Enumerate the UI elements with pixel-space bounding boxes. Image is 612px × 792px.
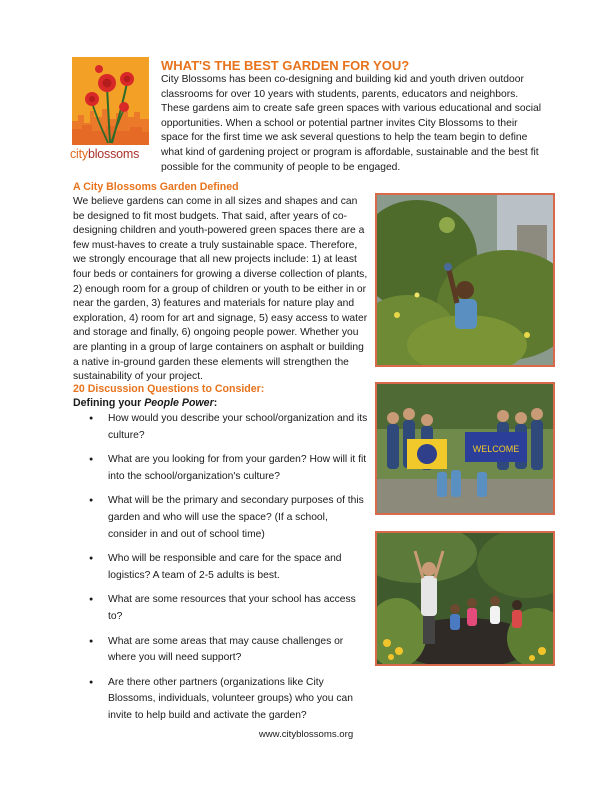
discussion-questions-heading: 20 Discussion Questions to Consider: bbox=[73, 383, 265, 395]
list-item: ● What are some resources that your school has access to? bbox=[73, 592, 369, 625]
list-item: ● How would you describe your school/organization and its culture? bbox=[73, 411, 369, 444]
banner-text: WELCOME bbox=[472, 444, 520, 454]
garden-photo-3 bbox=[375, 531, 555, 666]
logo-wordmark: cityblossoms bbox=[70, 147, 140, 161]
garden-photo-2 bbox=[375, 382, 555, 515]
list-item: ● Are there other partners (organizations like City Blossoms, individuals, volunteer groups) who you can invite to help build and activate the garden? bbox=[73, 675, 369, 725]
garden-defined-heading: A City Blossoms Garden Defined bbox=[73, 181, 239, 193]
list-item: ● What are some areas that may cause challenges or where you will need support? bbox=[73, 634, 369, 667]
garden-photo-1 bbox=[375, 193, 555, 367]
list-item: ● What are you looking for from your garden? How will it fit into the school/organization's culture? bbox=[73, 452, 369, 485]
garden-defined-paragraph: We believe gardens can come in all sizes and shapes and can be designed to fit most budgets. That said, after years of co-designing children and youth-powered green spaces there are a few must-haves to create a truly sustainable space. Therefore, we strongly encourage that all new projects include: 1) at least four beds or containers for growing a diverse collection of plants, 2) enough room for a group of children or youth to be either in or near the garden, 3) features and materials for nature play and exploration, 4) room for art and signage, 5) easy access to water and storage and finally, 6) ongoing people power. Whether you are planting in a group of large containers on asphalt or building a native in-ground garden these elements will strengthen the sustainability of your project. bbox=[73, 196, 368, 383]
list-item: ● Who will be responsible and care for the space and logistics? A team of 2-5 adults is best. bbox=[73, 551, 369, 584]
city-blossoms-logo bbox=[70, 57, 152, 165]
logo-flower-art bbox=[72, 57, 149, 145]
people-power-subhead: Defining your People Power: bbox=[73, 397, 218, 409]
page-title: WHAT'S THE BEST GARDEN FOR YOU? bbox=[161, 58, 410, 73]
list-item: ● What will be the primary and secondary purposes of this garden and who will use the space? (If a school, consider in and out of school time) bbox=[73, 493, 369, 543]
questions-list bbox=[73, 411, 369, 733]
intro-paragraph: City Blossoms has been co-designing and building kid and youth driven outdoor classrooms for over 10 years with students, parents, educators and neighbors. These gardens aim to create safe green spaces with various educational and social opportunities. When a school or potential partner invites City Blossoms to their space for the first time we ask several questions to help the team begin to define what kind of gardening project or program is affordable, sustainable and the best fit possible for the community of people to be engaged. bbox=[161, 74, 542, 173]
footer-url: www.cityblossoms.org bbox=[258, 729, 354, 740]
